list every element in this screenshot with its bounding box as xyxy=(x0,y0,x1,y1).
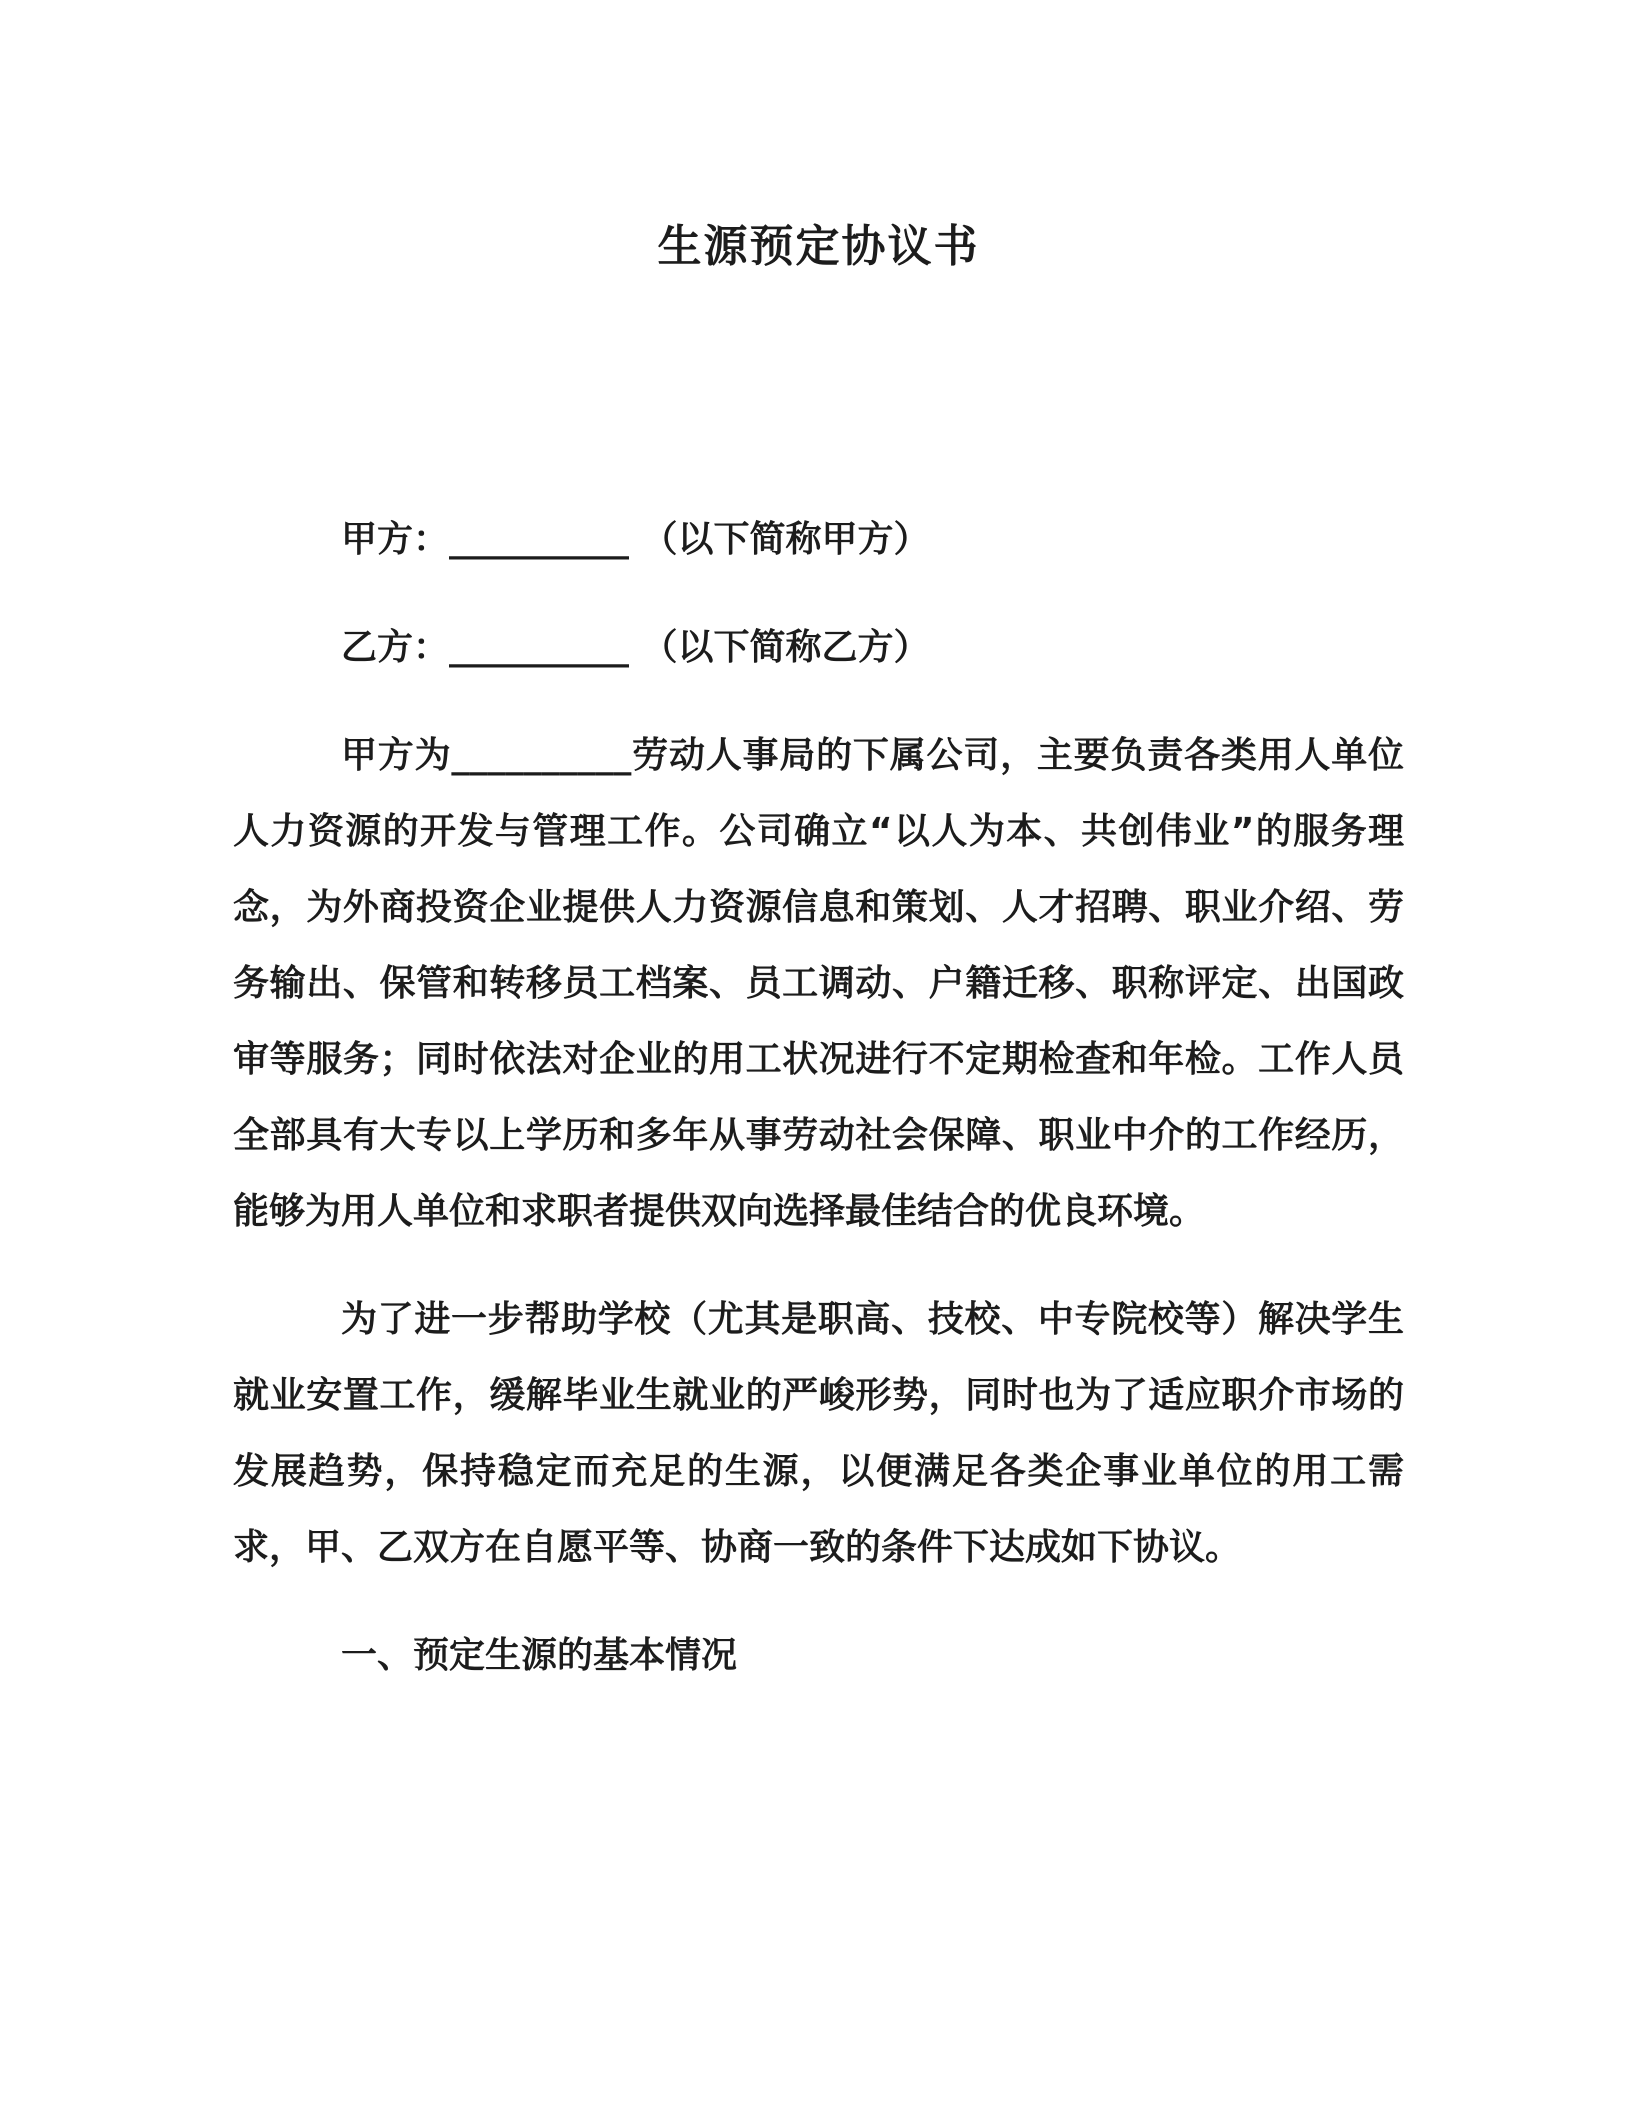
paragraph-party-a: 甲方：__________ （以下简称甲方） xyxy=(341,519,930,560)
paragraph-party-b: 乙方：__________ （以下简称乙方） xyxy=(341,627,930,668)
paragraph-purpose: 为了进一步帮助学校（尤其是职高、技校、中专院校等）解决学生就业安置工作，缓解毕业生就业的严峻形势，同时也为了适应职介市场的发展趋势，保持稳定而充足的生源，以便满足各类企事业单位的用工需求，甲、乙双方在自愿平等、协商一致的条件下达成如下协议。 xyxy=(233,1299,1404,1568)
document-title: 生源预定协议书 xyxy=(657,221,980,272)
paragraph-party-a-description: 甲方为__________劳动人事局的下属公司，主要负责各类用人单位人力资源的开发与管理工作。公司确立“以人为本、共创伟业”的服务理念，为外商投资企业提供人力资源信息和策划、人才招聘、职业介绍、劳务输出、保管和转移员工档案、员工调动、户籍迁移、职称评定、出国政审等服务；同时依法对企业的用工状况进行不定期检查和年检。工作人员全部具有大专以上学历和多年从事劳动社会保障、职业中介的工作经历，能够为用人单位和求职者提供双向选择最佳结合的优良环境。 xyxy=(233,735,1404,1232)
section-heading-1: 一、预定生源的基本情况 xyxy=(341,1635,738,1676)
